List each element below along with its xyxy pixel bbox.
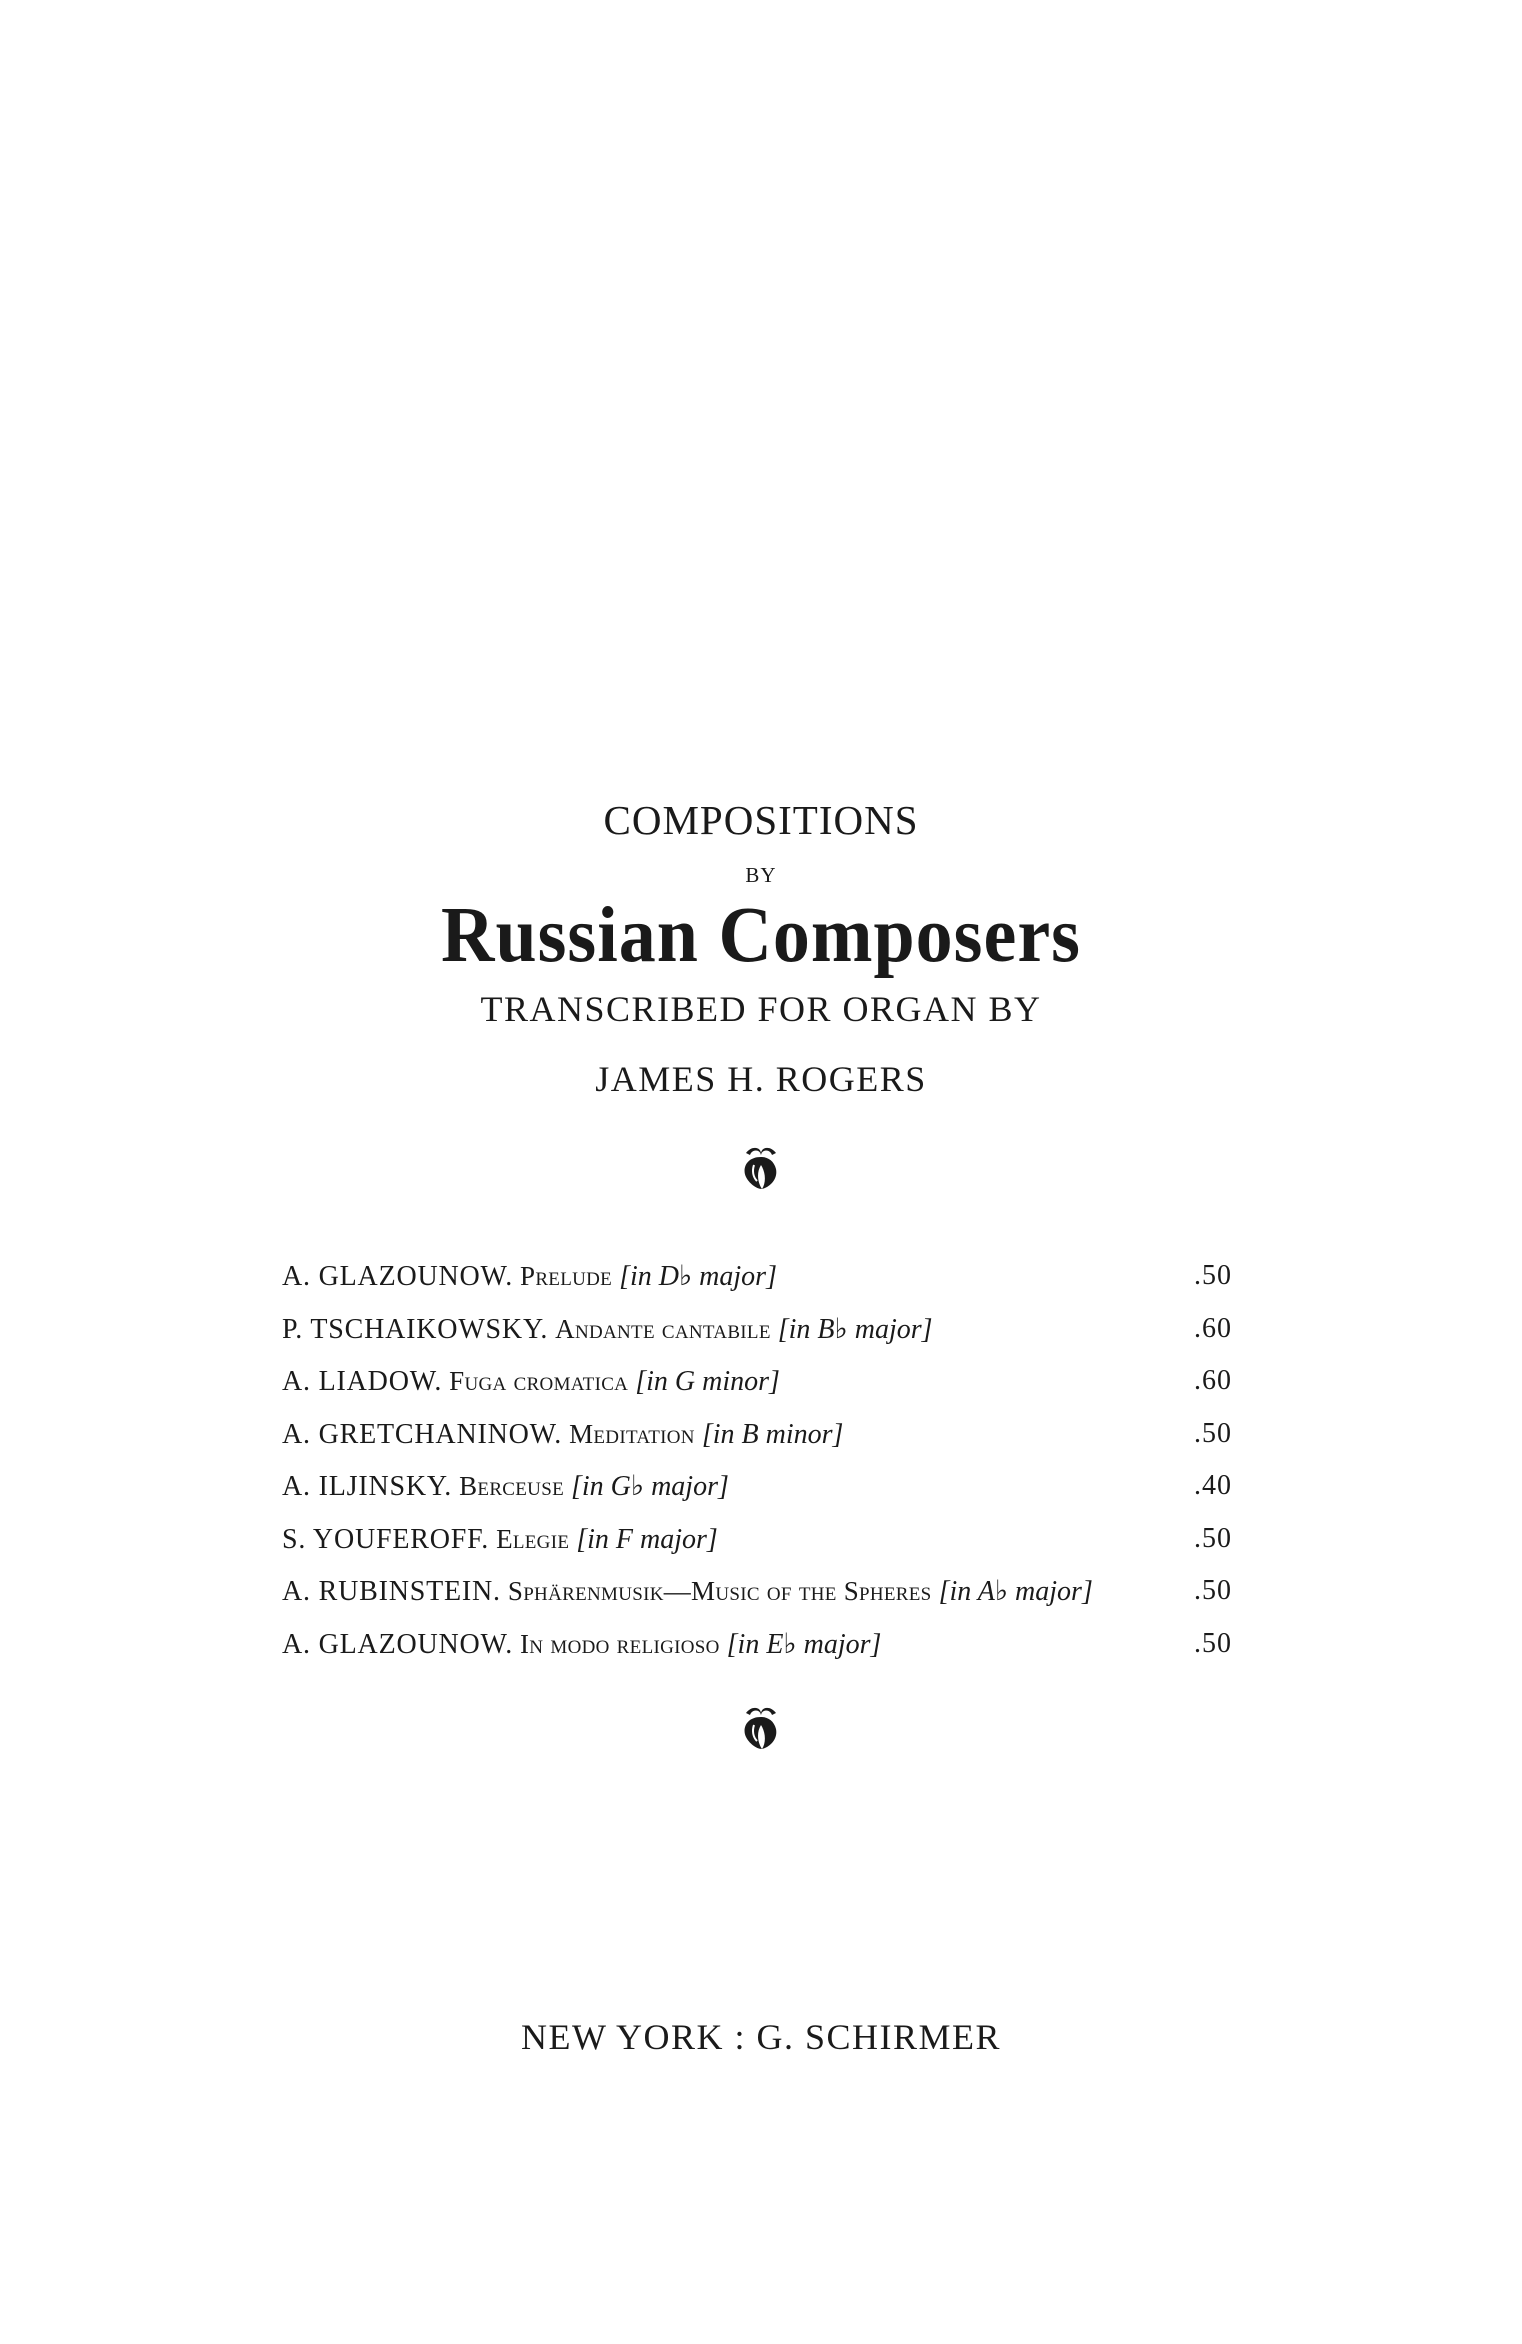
list-item: [282, 1408, 1232, 1461]
work-title: Prelude: [520, 1261, 613, 1291]
fleuron-icon: [736, 1703, 786, 1753]
composer-name: A. ILJINSKY.: [282, 1471, 453, 1502]
work-key: [in B♭ major]: [777, 1313, 933, 1345]
composer-name: A. LIADOW.: [282, 1366, 443, 1397]
composer-name: A. GRETCHANINOW.: [282, 1418, 563, 1450]
work-key: [in F major]: [576, 1523, 718, 1555]
work-key: [in G♭ major]: [570, 1471, 729, 1502]
composer-name: A. GLAZOUNOW.: [282, 1261, 514, 1292]
work-title: Fuga cromatica: [449, 1366, 629, 1396]
list-item: [282, 1355, 1232, 1408]
work-key: [in G minor]: [635, 1366, 780, 1397]
composer-name: S. YOUFEROFF.: [282, 1523, 490, 1555]
work-title: Sphärenmusik—Music of the Spheres: [507, 1576, 932, 1606]
arranger-name: JAMES H. ROGERS: [595, 1059, 927, 1099]
work-price: .40: [1194, 1470, 1232, 1501]
work-key: [in D♭ major]: [619, 1261, 777, 1292]
work-price: .50: [1194, 1260, 1232, 1291]
works-list: [282, 1250, 1232, 1670]
work-title: Meditation: [569, 1418, 695, 1449]
work-title: Elegie: [496, 1523, 570, 1554]
work-price: .50: [1194, 1575, 1232, 1606]
work-price: .50: [1194, 1627, 1232, 1659]
work-price: .50: [1194, 1522, 1232, 1554]
list-item: [282, 1618, 1232, 1671]
work-title: In modo religioso: [520, 1628, 720, 1659]
work-title: Andante cantabile: [555, 1313, 771, 1344]
by-line: BY: [745, 863, 777, 887]
list-item: [282, 1513, 1232, 1566]
heading: COMPOSITIONS: [603, 797, 919, 843]
composer-name: A. RUBINSTEIN.: [282, 1576, 501, 1607]
work-title: Berceuse: [459, 1471, 564, 1501]
fleuron-icon: [736, 1143, 786, 1193]
collection-title: Russian Composers: [441, 890, 1081, 980]
list-item: [282, 1460, 1232, 1513]
composer-name: A. GLAZOUNOW.: [282, 1628, 514, 1660]
transcribed-line: TRANSCRIBED FOR ORGAN BY: [480, 989, 1042, 1029]
work-price: .50: [1194, 1417, 1232, 1449]
composer-name: P. TSCHAIKOWSKY.: [282, 1313, 549, 1345]
work-price: .60: [1194, 1365, 1232, 1396]
work-key: [in A♭ major]: [938, 1576, 1093, 1607]
work-price: .60: [1194, 1312, 1232, 1344]
list-item: [282, 1250, 1232, 1303]
publisher-imprint: NEW YORK : G. SCHIRMER: [520, 2017, 1002, 2057]
list-item: [282, 1303, 1232, 1356]
list-item: [282, 1565, 1232, 1618]
work-key: [in B minor]: [701, 1418, 844, 1450]
work-key: [in E♭ major]: [726, 1628, 882, 1660]
